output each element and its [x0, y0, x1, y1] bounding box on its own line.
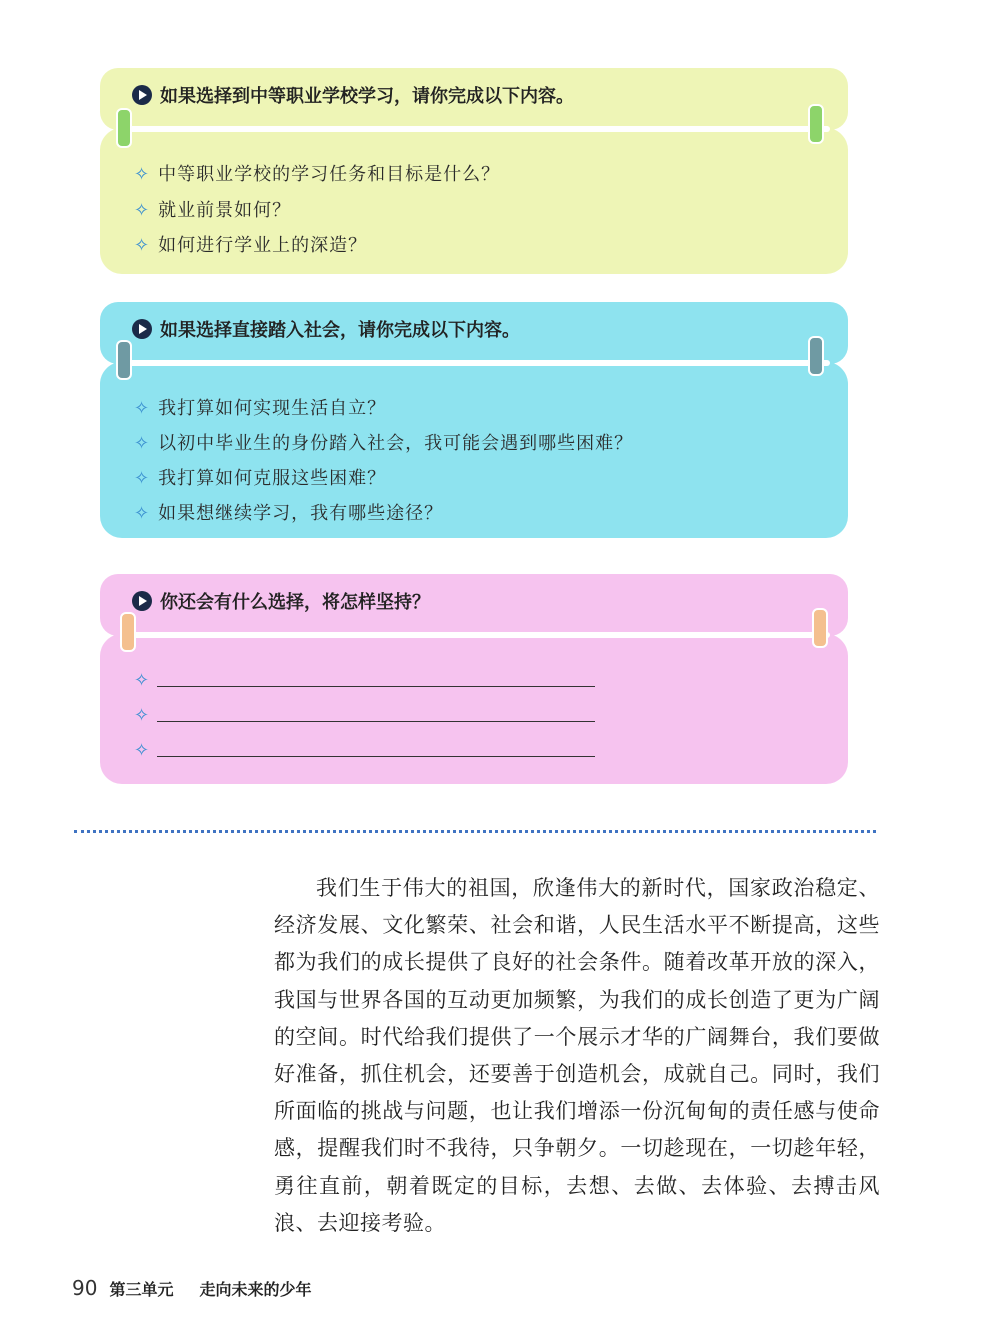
other-choice-card	[100, 574, 848, 784]
binder-clip-left	[116, 340, 132, 380]
page-number: 90	[72, 1276, 98, 1300]
question-item: ✧ 如何进行学业上的深造？	[134, 235, 368, 256]
binder-clip-right	[808, 336, 824, 376]
card-title-text: 如果选择到中等职业学校学习，请你完成以下内容。	[160, 86, 574, 107]
sparkle-bullet-icon: ✧	[134, 468, 151, 489]
card-divider	[120, 360, 830, 366]
binder-clip-left	[120, 612, 136, 652]
sparkle-bullet-icon: ✧	[134, 164, 151, 185]
card-title	[132, 82, 574, 108]
enter-society-card	[100, 302, 848, 538]
card-divider	[120, 126, 830, 132]
question-item: ✧ 以初中毕业生的身份踏入社会，我可能会遇到哪些困难？	[134, 433, 634, 454]
question-item: ✧ 如果想继续学习，我有哪些途径？	[134, 503, 444, 524]
dotted-divider	[74, 830, 876, 833]
arrow-bullet-icon	[132, 85, 152, 105]
vocational-school-card	[100, 68, 848, 274]
sparkle-bullet-icon: ✧	[134, 200, 151, 221]
question-item: ✧ 就业前景如何？	[134, 200, 292, 221]
arrow-bullet-icon	[132, 319, 152, 339]
unit-title: 第三单元	[109, 1280, 174, 1299]
blank-answer-line[interactable]	[134, 705, 595, 726]
card-title-text: 你还会有什么选择，将怎样坚持？	[160, 592, 430, 613]
blank-answer-line[interactable]	[134, 740, 595, 761]
sparkle-bullet-icon: ✧	[134, 398, 151, 419]
sparkle-bullet-icon: ✧	[134, 503, 151, 524]
card-divider	[120, 632, 830, 638]
binder-clip-right	[812, 608, 828, 648]
question-item: ✧ 我打算如何实现生活自立？	[134, 398, 387, 419]
sparkle-bullet-icon: ✧	[134, 235, 151, 256]
blank-answer-line[interactable]	[134, 670, 595, 691]
sparkle-bullet-icon: ✧	[134, 670, 150, 691]
card-title-text: 如果选择直接踏入社会，请你完成以下内容。	[160, 320, 520, 341]
page-footer	[72, 1276, 311, 1300]
unit-topic: 走向未来的少年	[199, 1280, 312, 1299]
body-paragraph: 我们生于伟大的祖国，欣逢伟大的新时代，国家政治稳定、经济发展、文化繁荣、社会和谐，人民生活水平不断提高，这些都为我们的成长提供了良好的社会条件。随着改革开放的深入，我国与世界各国的互动更加频繁，为我们的成长创造了更为广阔的空间。时代给我们提供了一个展示才华的广阔舞台，我们要做好准备，抓住机会，还要善于创造机会，成就自己。同时，我们所面临的挑战与问题，也让我们增添一份沉甸甸的责任感与使命感，提醒我们时不我待，只争朝夕。一切趁现在，一切趁年轻，勇往直前，朝着既定的目标，去想、去做、去体验、去搏击风浪、去迎接考验。	[274, 876, 880, 1235]
binder-clip-right	[808, 104, 824, 144]
sparkle-bullet-icon: ✧	[134, 740, 150, 761]
question-item: ✧ 中等职业学校的学习任务和目标是什么？	[134, 164, 501, 185]
sparkle-bullet-icon: ✧	[134, 705, 150, 726]
card-title	[132, 316, 520, 342]
sparkle-bullet-icon: ✧	[134, 433, 151, 454]
arrow-bullet-icon	[132, 591, 152, 611]
card-title	[132, 588, 430, 614]
binder-clip-left	[116, 108, 132, 148]
question-item: ✧ 我打算如何克服这些困难？	[134, 468, 387, 489]
